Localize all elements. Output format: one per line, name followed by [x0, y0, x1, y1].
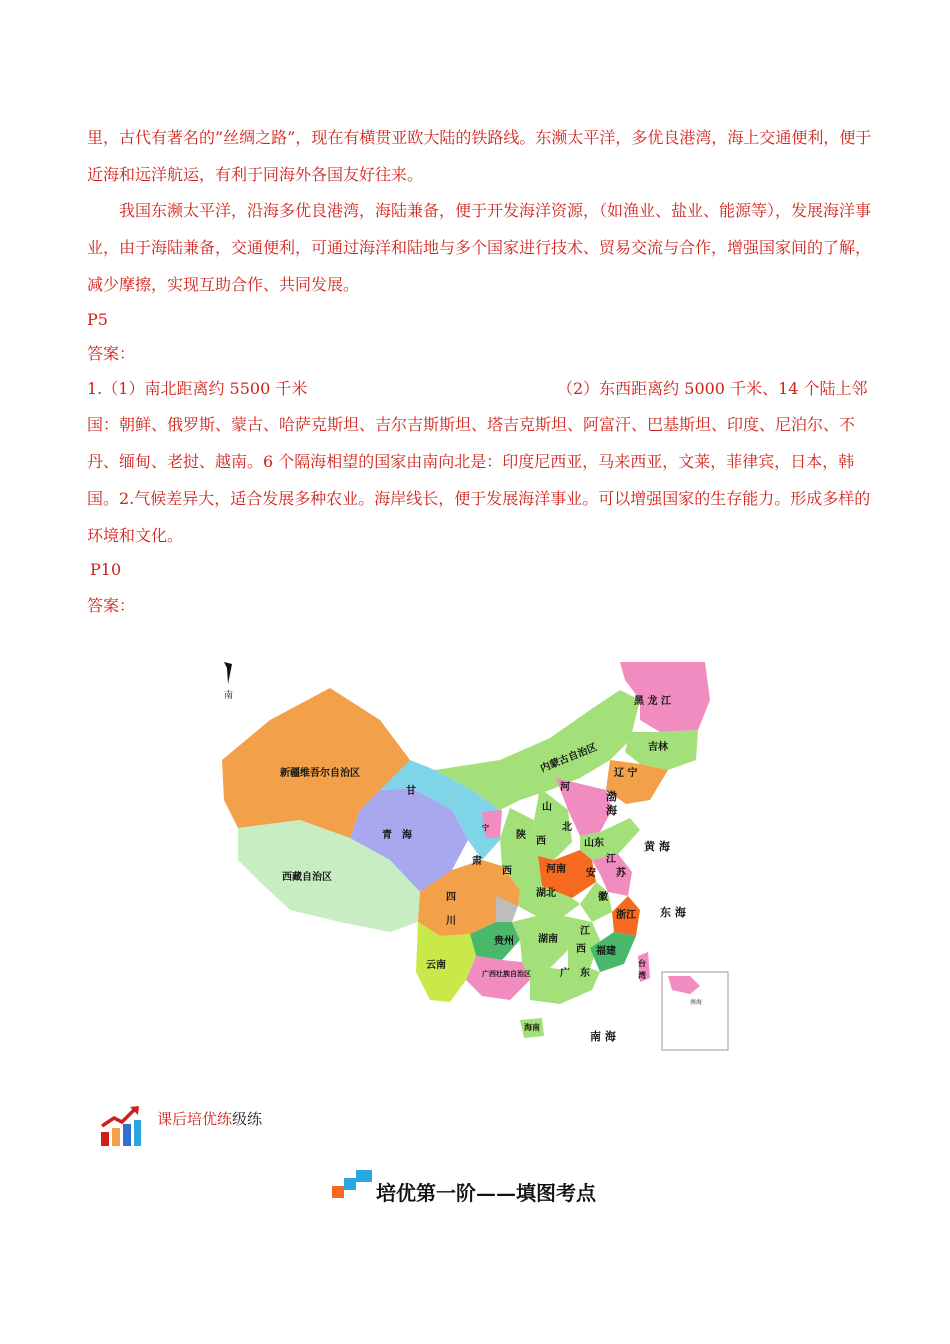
label-liaoning: 辽 宁	[614, 768, 638, 779]
region-jiangxi	[564, 916, 600, 970]
label-jilin: 吉林	[648, 742, 668, 753]
label-jiangxi: 江	[580, 926, 590, 937]
label-anhui-2: 徽	[598, 892, 608, 903]
label-ningxia: 宁	[482, 824, 489, 832]
label-hubei: 湖北	[536, 888, 556, 899]
label-bohai-2: 海	[606, 804, 617, 817]
inset-land-icon	[668, 976, 700, 994]
answer-item-1: 1.（1）南北距离约 5500 千米	[87, 379, 308, 398]
label-henan: 河南	[546, 864, 566, 875]
label-nanhai: 南 海	[590, 1030, 616, 1043]
label-xinjiang: 新疆维吾尔自治区	[280, 768, 360, 779]
paragraph-ocean-development: 我国东濒太平洋，沿海多优良港湾，海陆兼备，便于开发海洋资源，（如渔业、盐业、能源等），发展海洋事业，由于海陆兼备，交通便利，可通过海洋和陆地与多个国家进行技术、贸易交流与合作，增强国家间的了解，减少摩擦，实现互助合作、共同发展。	[87, 201, 872, 294]
label-jiangxi-2: 西	[576, 944, 586, 955]
label-qinghai: 青 海	[382, 830, 412, 841]
section-text	[157, 1108, 262, 1129]
label-hebei: 河	[560, 782, 570, 793]
label-fujian: 福建	[596, 946, 616, 957]
label-huanghai: 黄 海	[644, 840, 670, 853]
label-heilongjiang: 黑 龙 江	[634, 696, 671, 707]
label-donghai: 东 海	[660, 906, 686, 919]
label-guangxi: 广西壮族自治区	[482, 970, 531, 978]
label-shandong: 山东	[584, 838, 604, 849]
label-zhejiang: 浙江	[616, 910, 636, 921]
label-gansu: 甘	[406, 786, 416, 797]
section-text-dark: 级练	[232, 1110, 263, 1128]
label-taiwan: 台	[638, 959, 646, 968]
north-arrow-icon	[224, 662, 233, 701]
section-text-red: 课后培优练	[157, 1110, 233, 1128]
label-gansu-2: 肃	[472, 856, 482, 867]
label-jiangsu-2: 苏	[616, 868, 626, 879]
label-shaanxi-2: 西	[502, 866, 512, 877]
section-label	[100, 1102, 400, 1152]
label-yunnan: 云南	[426, 960, 446, 971]
label-sichuan-2: 川	[446, 916, 456, 927]
label-hainan: 海南	[524, 1023, 540, 1032]
stairs-icon	[330, 1168, 374, 1200]
growth-chart-icon	[100, 1104, 142, 1148]
paragraph-silk-road: 里，古代有著名的”丝绸之路”，现在有横贯亚欧大陆的铁路线。东濒太平洋，多优良港湾，海上交通便利，便于近海和远洋航运，有利于同海外各国友好往来。	[87, 128, 872, 184]
answer-label: 答案：	[87, 596, 136, 615]
label-hebei-2: 北	[562, 822, 572, 833]
answer-item-2: （2）东西距离约 5000 千米、14 个陆上邻	[557, 379, 868, 398]
answer-label: 答案：	[87, 344, 136, 363]
label-bohai: 渤	[606, 790, 617, 803]
label-guangdong: 广 东	[560, 968, 590, 979]
answer-first-row	[87, 376, 872, 398]
page-ref-p5: P5	[87, 310, 108, 329]
region-guangxi	[466, 956, 530, 1000]
label-neimenggu: 内蒙古自治区	[539, 742, 599, 775]
label-taiwan-2: 湾	[638, 971, 646, 980]
compass-label: 南	[224, 691, 234, 701]
section-heading	[330, 1168, 650, 1204]
page-ref-p10: P10	[90, 560, 122, 579]
label-xizang: 西藏自治区	[282, 872, 332, 883]
label-hunan: 湖南	[538, 934, 558, 945]
label-jiangsu: 江	[606, 854, 616, 865]
label-guizhou: 贵州	[494, 936, 514, 947]
map-svg	[220, 660, 730, 1052]
china-province-map	[220, 660, 730, 1052]
label-shanxi-2: 西	[536, 836, 546, 847]
label-anhui: 安	[586, 868, 596, 879]
label-shanxi: 山	[542, 802, 552, 813]
label-sichuan: 四	[446, 892, 456, 903]
label-shaanxi: 陕	[516, 830, 526, 841]
answer-continuation: 国：朝鲜、俄罗斯、蒙古、哈萨克斯坦、吉尔吉斯斯坦、塔吉克斯坦、阿富汗、巴基斯坦、印度、尼泊尔、不丹、缅甸、老挝、越南。6 个隔海相望的国家由南向北是：印度尼西亚，马来西亚，文莱，菲律宾，日本，韩国。2.气候差异大，适合发展多种农业。海岸线长，便于发展海洋事业。可以增强国家的生存能力。形成多样的环境和文化。	[87, 415, 871, 545]
label-inset-nanhai: 南海	[690, 999, 703, 1006]
heading-title: 培优第一阶——填图考点	[376, 1181, 596, 1205]
